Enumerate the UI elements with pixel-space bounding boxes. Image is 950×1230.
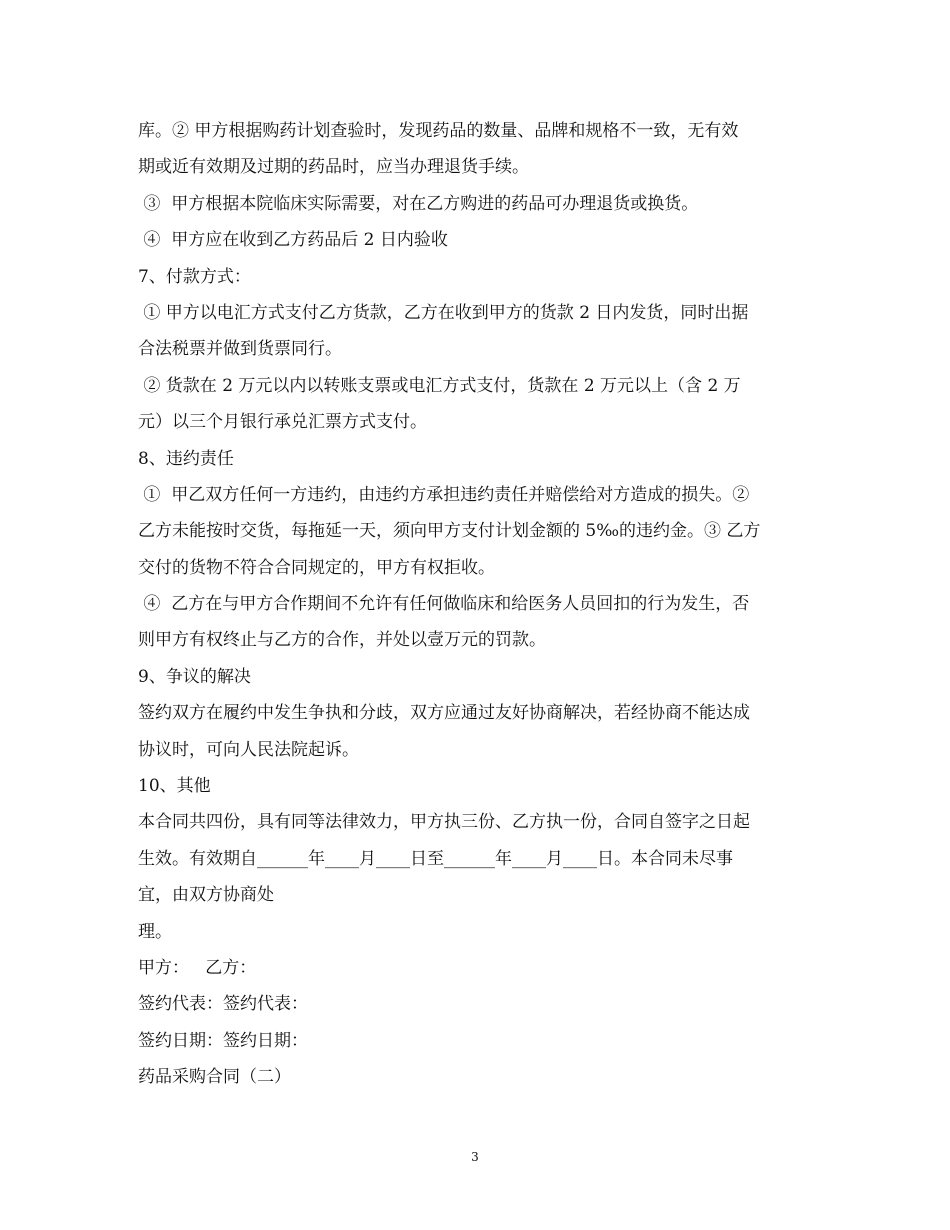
text-line: ① 甲乙双方任何一方违约，由违约方承担违约责任并赔偿给对方造成的损失。② bbox=[138, 484, 750, 505]
text-line: ① 甲方以电汇方式支付乙方货款，乙方在收到甲方的货款 2 日内发货，同时出据 bbox=[138, 302, 749, 323]
text-line: 交付的货物不符合合同规定的，甲方有权拒收。 bbox=[138, 557, 495, 578]
text-line: 签约双方在履约中发生争执和分歧，双方应通过友好协商解决，若经协商不能达成 bbox=[138, 703, 750, 724]
text-line: 则甲方有权终止与乙方的合作，并处以壹万元的罚款。 bbox=[138, 630, 546, 651]
text-line: 本合同共四份，具有同等法律效力，甲方执三份、乙方执一份，合同自签字之日起 bbox=[138, 812, 750, 833]
next-contract-title: 药品采购合同（二） bbox=[138, 1067, 291, 1088]
text-line: 宜，由双方协商处 bbox=[138, 885, 274, 906]
text-line: ④ 乙方在与甲方合作期间不允许有任何做临床和给医务人员回扣的行为发生，否 bbox=[138, 594, 750, 615]
section-heading: 7、付款方式： bbox=[138, 266, 251, 287]
section-heading: 9、争议的解决 bbox=[138, 666, 251, 687]
text-line: ② 货款在 2 万元以内以转账支票或电汇方式支付，货款在 2 万元以上（含 2 万 bbox=[138, 375, 741, 396]
signature-date-line: 签约日期：签约日期： bbox=[138, 1030, 308, 1051]
signature-party-line: 甲方： 乙方： bbox=[138, 957, 257, 978]
text-line: 期或近有效期及过期的药品时，应当办理退货手续。 bbox=[138, 157, 529, 178]
text-line: ④ 甲方应在收到乙方药品后 2 日内验收 bbox=[138, 230, 448, 251]
text-line: 乙方未能按时交货，每拖延一天，须向甲方支付计划金额的 5‰的违约金。③ 乙方 bbox=[138, 521, 761, 542]
text-line: 理。 bbox=[138, 921, 172, 942]
text-line: 协议时，可向人民法院起诉。 bbox=[138, 739, 359, 760]
signature-representative-line: 签约代表：签约代表： bbox=[138, 994, 308, 1015]
section-heading: 10、其他 bbox=[138, 776, 211, 797]
text-line: 合法税票并做到货票同行。 bbox=[138, 339, 342, 360]
text-line: 库。② 甲方根据购药计划查验时，发现药品的数量、品牌和规格不一致，无有效 bbox=[138, 121, 739, 141]
text-line: ③ 甲方根据本院临床实际需要，对在乙方购进的药品可办理退货或换货。 bbox=[138, 193, 699, 214]
section-heading: 8、违约责任 bbox=[138, 448, 234, 469]
text-line: 生效。有效期自______年____月____日至______年____月____日。本合同未尽事 bbox=[138, 848, 733, 869]
document-body bbox=[138, 116, 818, 1099]
text-line: 元）以三个月银行承兑汇票方式支付。 bbox=[138, 412, 427, 433]
page-number: 3 bbox=[471, 1150, 479, 1164]
